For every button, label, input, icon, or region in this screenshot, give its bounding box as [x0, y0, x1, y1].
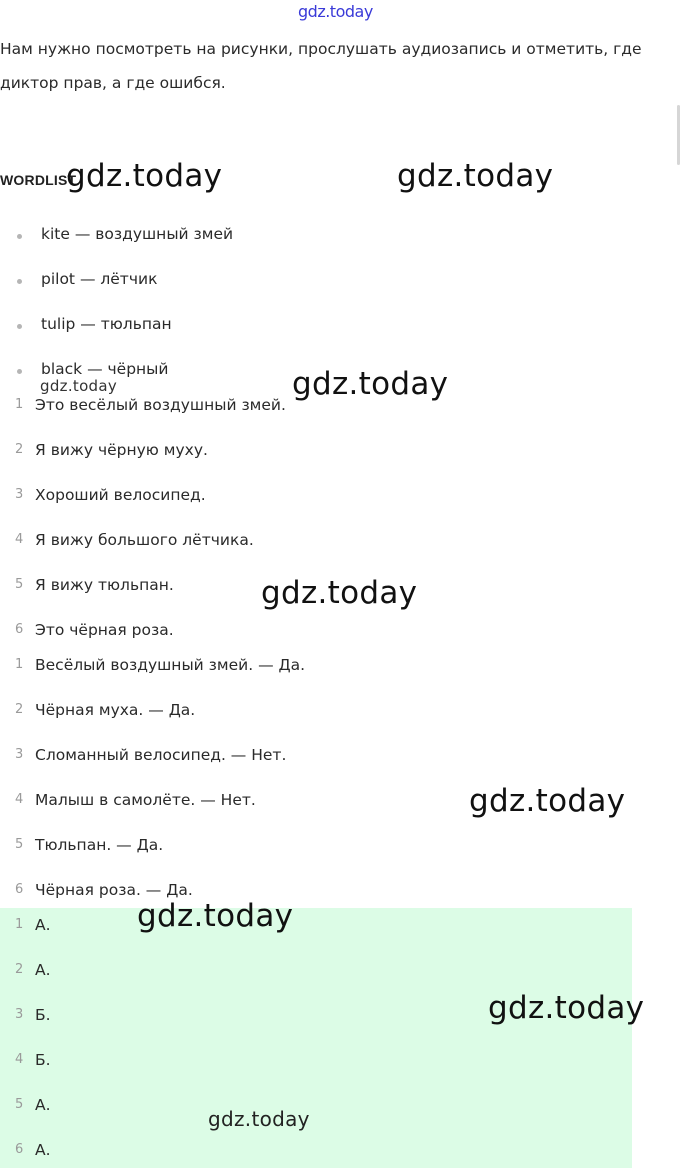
item-text: Это весёлый воздушный змей. — [35, 396, 286, 414]
watermark: gdz.today — [397, 158, 554, 194]
intro-paragraph: Нам нужно посмотреть на рисунки, прослушать аудиозапись и отметить, где диктор прав, а где ошибся. — [0, 40, 642, 92]
item-number: 1 — [15, 397, 24, 412]
watermark: gdz.today — [66, 158, 223, 194]
answer-text: А. — [35, 916, 51, 934]
item-text: Это чёрная роза. — [35, 621, 174, 639]
item-number: 3 — [15, 487, 24, 502]
item-number: 6 — [15, 622, 24, 637]
item-number: 5 — [15, 1097, 24, 1112]
wordlist-item-text: pilot — лётчик — [41, 270, 158, 288]
item-number: 5 — [15, 577, 24, 592]
item-text: Я вижу тюльпан. — [35, 576, 174, 594]
item-number: 4 — [15, 1052, 24, 1067]
watermark: gdz.today — [40, 377, 118, 395]
item-number: 4 — [15, 792, 24, 807]
item-text: Тюльпан. — Да. — [35, 836, 164, 854]
item-number: 2 — [15, 962, 24, 977]
item-text: Чёрная муха. — Да. — [35, 701, 196, 719]
bullet-icon — [17, 234, 22, 239]
answers-panel — [0, 908, 632, 1168]
item-number: 3 — [15, 1007, 24, 1022]
watermark: gdz.today — [137, 898, 294, 934]
watermark: gdz.today — [208, 1107, 310, 1131]
item-text: Хороший велосипед. — [35, 486, 206, 504]
item-number: 5 — [15, 837, 24, 852]
answer-text: Б. — [35, 1051, 51, 1069]
bullet-icon — [17, 279, 22, 284]
watermark: gdz.today — [292, 366, 449, 402]
bullet-icon — [17, 369, 22, 374]
item-number: 4 — [15, 532, 24, 547]
item-number: 6 — [15, 882, 24, 897]
wordlist-item-text: kite — воздушный змей — [41, 225, 234, 243]
watermark: gdz.today — [488, 990, 645, 1026]
item-text: Чёрная роза. — Да. — [35, 881, 193, 899]
item-number: 6 — [15, 1142, 24, 1157]
item-number: 1 — [15, 657, 24, 672]
item-number: 3 — [15, 747, 24, 762]
wordlist-heading: WORDLIST — [0, 172, 77, 188]
answer-text: А. — [35, 1096, 51, 1114]
answer-text: А. — [35, 961, 51, 979]
answer-text: А. — [35, 1141, 51, 1159]
item-text: Сломанный велосипед. — Нет. — [35, 746, 287, 764]
watermark: gdz.today — [469, 783, 626, 819]
item-number: 2 — [15, 702, 24, 717]
bullet-icon — [17, 324, 22, 329]
answer-text: Б. — [35, 1006, 51, 1024]
item-text: Весёлый воздушный змей. — Да. — [35, 656, 306, 674]
header-watermark: gdz.today — [298, 2, 373, 21]
item-number: 2 — [15, 442, 24, 457]
item-text: Малыш в самолёте. — Нет. — [35, 791, 256, 809]
wordlist-item-text: tulip — тюльпан — [41, 315, 172, 333]
item-text: Я вижу большого лётчика. — [35, 531, 254, 549]
item-number: 1 — [15, 917, 24, 932]
watermark: gdz.today — [261, 575, 418, 611]
wordlist-item-text: black — чёрный — [41, 360, 169, 378]
item-text: Я вижу чёрную муху. — [35, 441, 208, 459]
